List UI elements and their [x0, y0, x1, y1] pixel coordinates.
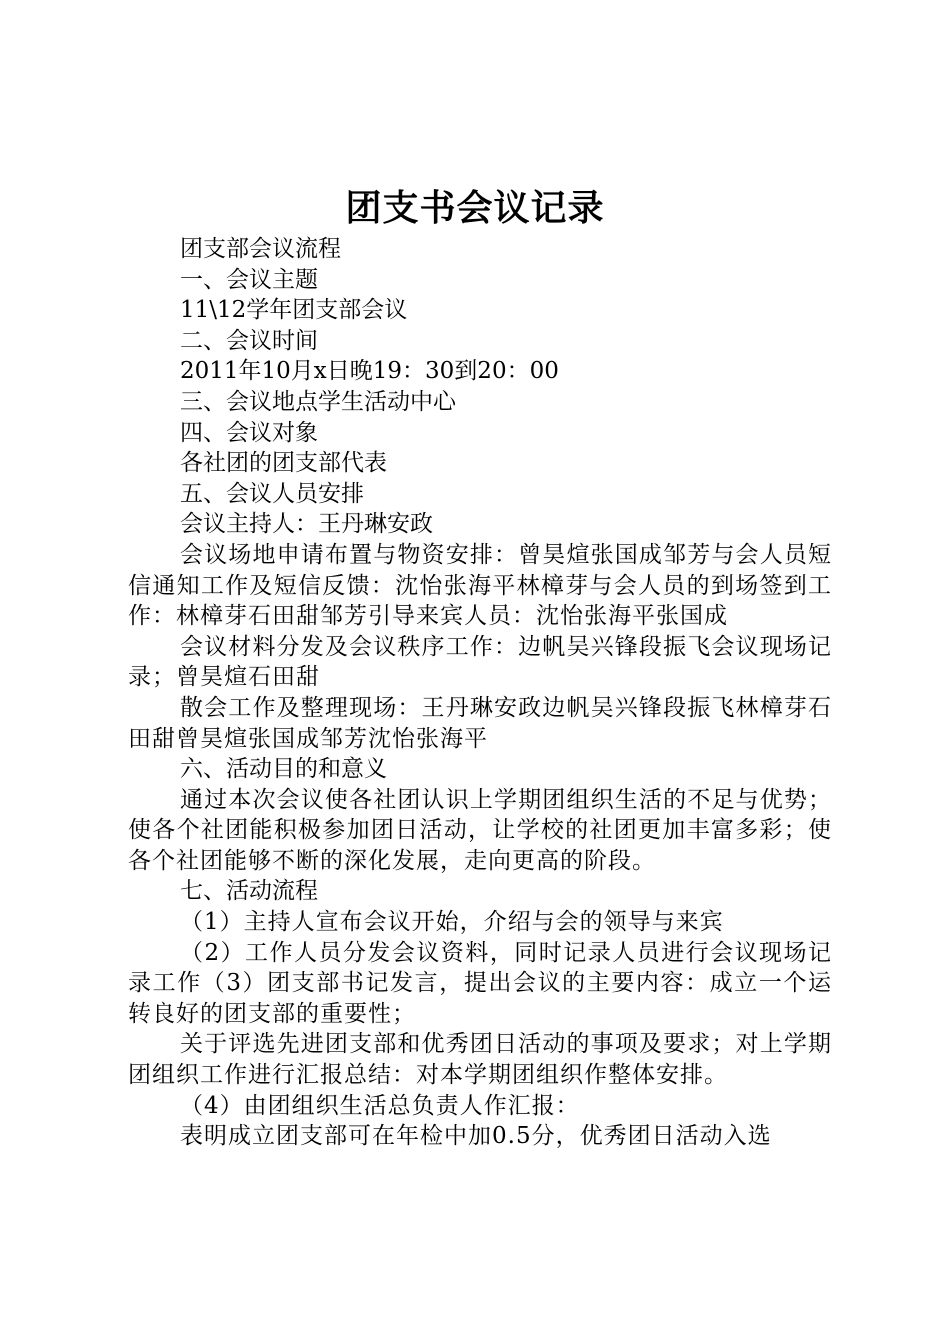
section-heading-topic: 一、会议主题: [180, 266, 318, 293]
purpose-paragraph: 通过本次会议使各社团认识上学期团组织生活的不足与优势；使各个社团能积极参加团日活动，让学校的社团更加丰富多彩；使各个社团能够不断的深化发展，走向更高的阶段。: [128, 786, 832, 874]
flow-step: 关于评选先进团支部和优秀团日活动的事项及要求；对上学期团组织工作进行汇报总结：对本学期团组织作整体安排。: [128, 1031, 832, 1089]
staffing-paragraph: 散会工作及整理现场：王丹琳安政边帆吴兴锋段振飞林樟芽石田甜曾昊煊张国成邹芳沈怡张海平: [128, 694, 832, 752]
section-heading-location: 三、会议地点学生活动中心: [180, 388, 456, 415]
section-heading-purpose: 六、活动目的和意义: [180, 756, 387, 783]
flow-step: 表明成立团支部可在年检中加0.5分，优秀团日活动入选: [180, 1123, 772, 1150]
section-heading-flow: 七、活动流程: [180, 878, 318, 905]
section-heading-attendees: 四、会议对象: [180, 419, 318, 446]
flow-step: （1）主持人宣布会议开始，介绍与会的领导与来宾: [180, 909, 724, 936]
section-heading-time: 二、会议时间: [180, 327, 318, 354]
meeting-topic: 11\12学年团支部会议: [180, 297, 408, 324]
meeting-host: 会议主持人：王丹琳安政: [180, 511, 433, 538]
staffing-paragraph: 会议材料分发及会议秩序工作：边帆吴兴锋段振飞会议现场记录；曾昊煊石田甜: [128, 633, 832, 691]
staffing-paragraph: 会议场地申请布置与物资安排：曾昊煊张国成邹芳与会人员短信通知工作及短信反馈：沈怡张海平林樟芽与会人员的到场签到工作：林樟芽石田甜邹芳引导来宾人员：沈怡张海平张国成: [128, 541, 832, 630]
meeting-attendees: 各社团的团支部代表: [180, 450, 387, 477]
document-title: 团支书会议记录: [345, 187, 605, 229]
heading-meeting-flow: 团支部会议流程: [180, 236, 341, 262]
flow-step: （2）工作人员分发会议资料，同时记录人员进行会议现场记录工作（3）团支部书记发言，提出会议的主要内容：成立一个运转良好的团支部的重要性；: [128, 939, 832, 1027]
flow-step: （4）由团组织生活总负责人作汇报：: [180, 1092, 580, 1119]
document-body: [128, 234, 832, 1152]
section-heading-staffing: 五、会议人员安排: [180, 480, 364, 507]
meeting-time: 2011年10月x日晚19：30到20：00: [180, 358, 559, 385]
